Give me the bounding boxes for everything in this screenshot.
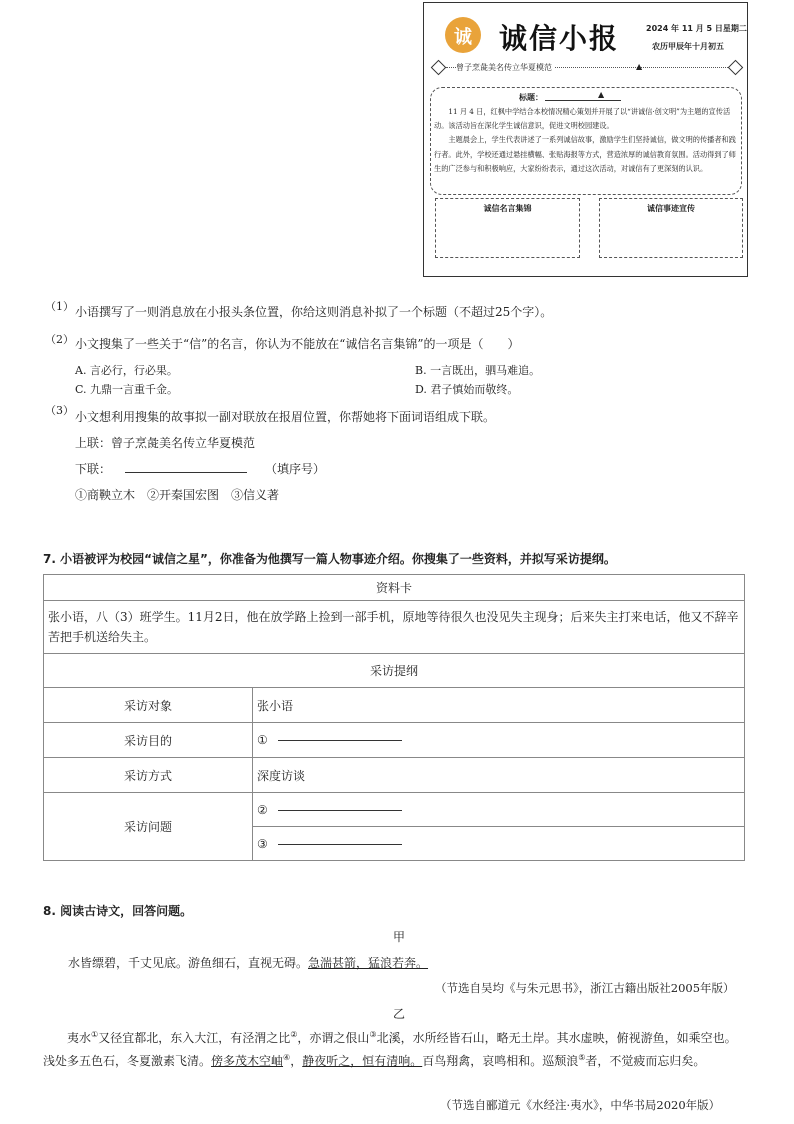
row-value: ③ bbox=[253, 827, 745, 861]
diamond-left-icon bbox=[431, 60, 447, 76]
row-label: 采访目的 bbox=[44, 723, 253, 758]
row-value: ② bbox=[253, 793, 745, 827]
q2-option-a: A. 言必行，行必果。 bbox=[75, 364, 178, 377]
q1-text: 小语撰写了一则消息放在小报头条位置，你给这则消息补拟了一个标题（不超过25个字）。 bbox=[75, 305, 553, 319]
answer-blank[interactable] bbox=[278, 810, 402, 811]
row-value: 张小语 bbox=[253, 688, 745, 723]
row-value: 深度访谈 bbox=[253, 758, 745, 793]
news-title-blank bbox=[545, 100, 621, 101]
poem-jia-title: 甲 bbox=[393, 930, 406, 944]
triangle-icon: ▲ bbox=[636, 62, 643, 71]
card-title: 资料卡 bbox=[44, 575, 745, 601]
q3-hint: （填序号） bbox=[265, 462, 326, 476]
card-text: 张小语，八（3）班学生。11月2日，他在放学路上捡到一部手机，原地等待很久也没见失主现身；后来失主打来电话，他又不辞辛苦把手机送给失主。 bbox=[44, 601, 745, 654]
triangle-icon: ▲ bbox=[598, 90, 605, 99]
poem-jia-text: 水皆缥碧，千丈见底。游鱼细石，直视无碍。急湍甚箭，猛浪若奔。 bbox=[68, 956, 429, 970]
outline-title: 采访提纲 bbox=[44, 654, 745, 688]
q3-answer-blank[interactable] bbox=[125, 472, 247, 473]
poem-yi-title: 乙 bbox=[393, 1007, 406, 1021]
row-label: 采访问题 bbox=[44, 793, 253, 861]
q8-heading: 8. 阅读古诗文，回答问题。 bbox=[43, 904, 193, 918]
quotes-box: 诚信名言集锦 bbox=[435, 198, 580, 258]
diamond-right-icon bbox=[728, 60, 744, 76]
newspaper-lunar-date: 农历甲辰年十月初五 bbox=[652, 42, 724, 51]
q1-number: （1） bbox=[45, 300, 74, 313]
q2-option-b: B. 一言既出，驷马难追。 bbox=[415, 364, 541, 377]
newspaper-title: 诚信小报 bbox=[499, 22, 620, 55]
poem-jia-source: （节选自吴均《与朱元思书》，浙江古籍出版社2005年版） bbox=[435, 981, 735, 995]
q2-option-d: D. 君子慎始而敬终。 bbox=[415, 383, 519, 396]
q2-text: 小文搜集了一些关于“信”的名言，你认为不能放在“诚信名言集锦”的一项是（ ） bbox=[75, 337, 520, 351]
row-value: ① bbox=[253, 723, 745, 758]
row-label: 采访方式 bbox=[44, 758, 253, 793]
newspaper-slogan: 曾子烹彘美名传立华夏模范 bbox=[456, 63, 552, 72]
newspaper-figure bbox=[423, 2, 748, 277]
answer-blank[interactable] bbox=[278, 740, 402, 741]
q3-options: ①商鞅立木 ②开秦国宏图 ③信义著 bbox=[75, 488, 280, 502]
q3-upper-couplet: 上联：曾子烹彘美名传立华夏模范 bbox=[75, 436, 256, 450]
news-article-text: 11 月 4 日，红枫中学结合本校情况精心策划并开展了以“讲诚信·创文明”为主题的宣传活动。该活动旨在深化学生诚信意识，促进文明校园建设。 主题晨会上，学生代表讲述了一系列诚信故事，激励学生们坚持诚信，做文明的传播者和践行者。此外，学校还通过悬挂横幅、张贴海报等方式，营造浓厚的诚信教育氛围。活动得到了师生的广泛参与和积极响应，大家纷纷表示，通过这次活动，对诚信有了更深刻的认识。 bbox=[434, 107, 736, 173]
q2-number: （2） bbox=[45, 333, 74, 346]
q3-text: 小文想利用搜集的故事拟一副对联放在报眉位置，你帮她将下面词语组成下联。 bbox=[75, 410, 496, 424]
q3-number: （3） bbox=[45, 404, 74, 417]
poem-yi-text: 夷水①又径宜都北，东入大江，有泾渭之比②，亦谓之佷山③北溪，水所经皆石山，略无土岸。其水虚映，俯视游鱼，如乘空也。浅处多五色石，冬夏激素飞清。傍多茂木空岫④，静夜听之，恒有清响。百鸟翔禽，哀鸣相和。巡颓浪⑤者，不觉疲而忘归矣。 bbox=[43, 1030, 737, 1068]
answer-blank[interactable] bbox=[278, 844, 402, 845]
row-label: 采访对象 bbox=[44, 688, 253, 723]
interview-table bbox=[43, 574, 745, 861]
deeds-box: 诚信事迹宣传 bbox=[599, 198, 743, 258]
q3-lower-label: 下联： bbox=[75, 462, 112, 476]
q2-option-c: C. 九鼎一言重千金。 bbox=[75, 383, 179, 396]
newspaper-date: 2024 年 11 月 5 日星期二 bbox=[646, 24, 747, 33]
newspaper-logo: 诚 bbox=[445, 17, 481, 53]
poem-yi-source: （节选自郦道元《水经注·夷水》，中华书局2020年版） bbox=[440, 1098, 721, 1112]
q7-heading: 7. 小语被评为校园“诚信之星”，你准备为他撰写一篇人物事迹介绍。你搜集了一些资料，并拟写采访提纲。 bbox=[43, 552, 616, 566]
news-title-label: 标题： bbox=[519, 93, 543, 102]
